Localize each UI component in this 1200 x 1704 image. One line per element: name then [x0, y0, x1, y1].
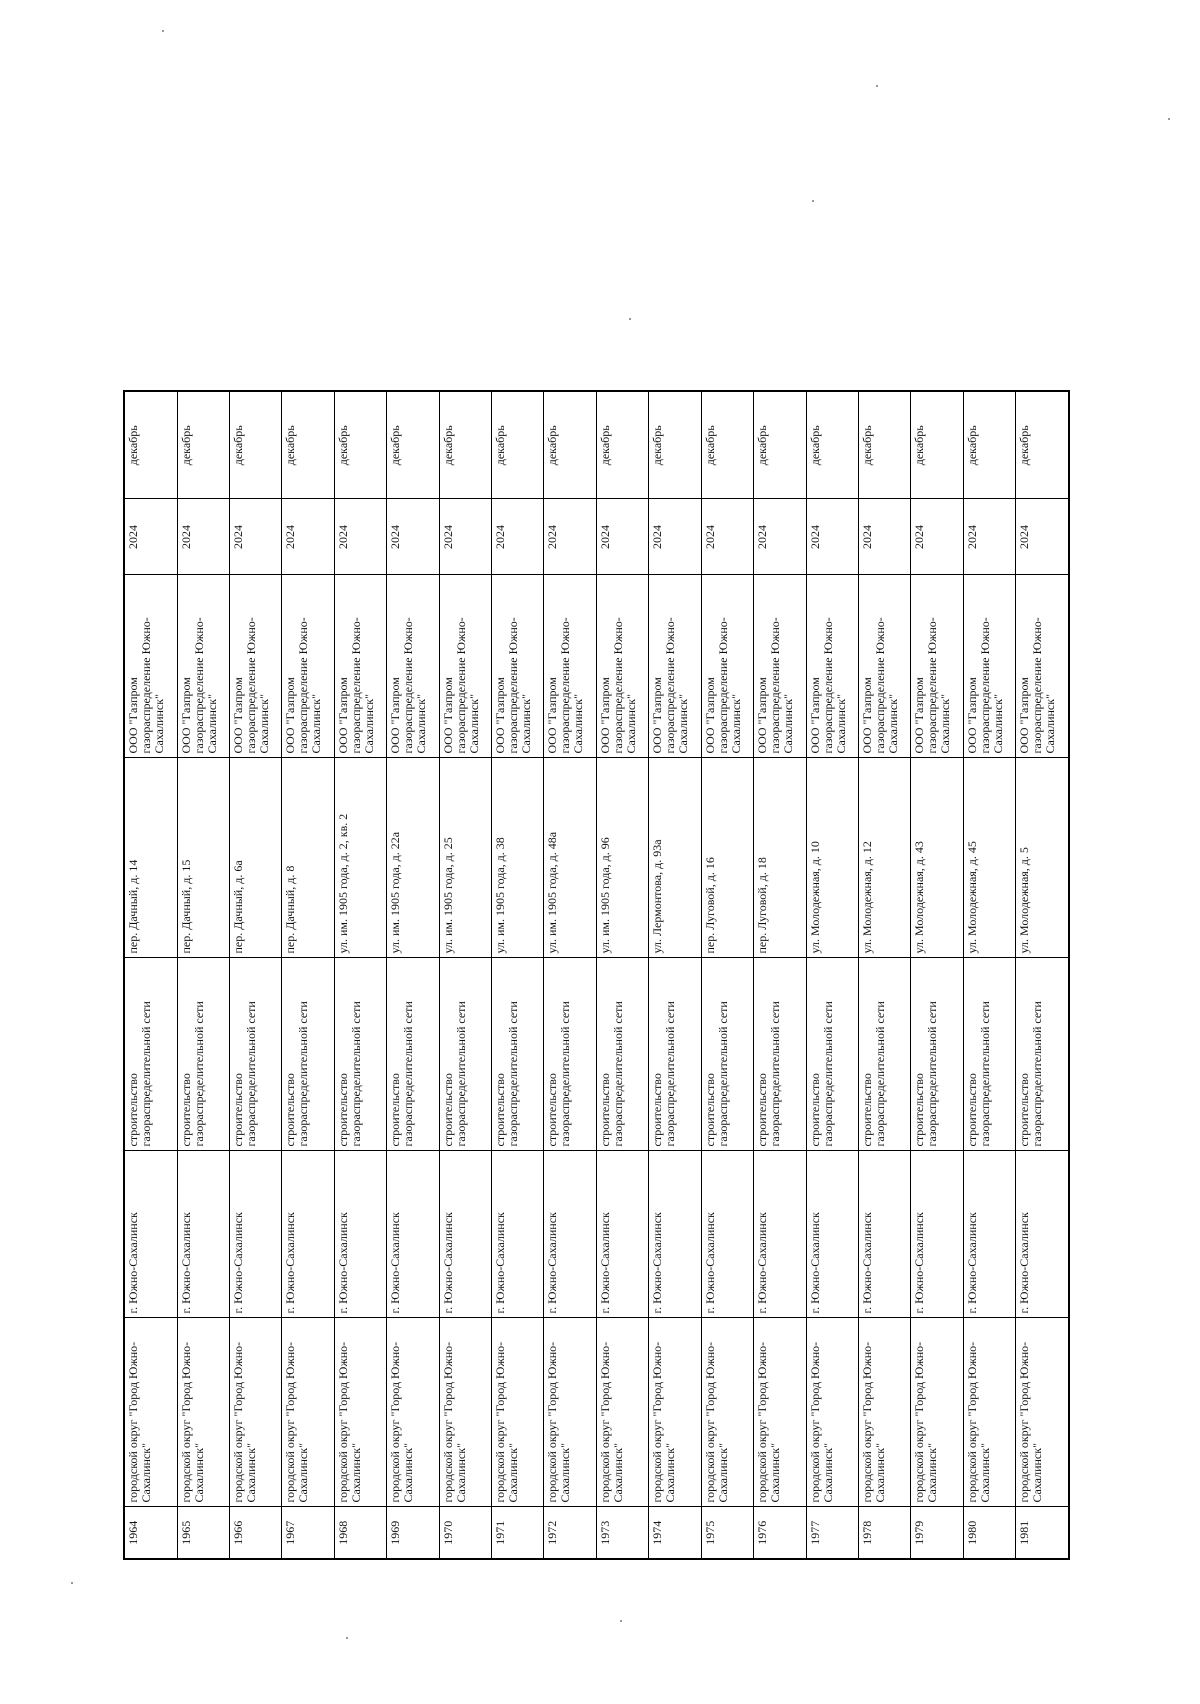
municipality-cell: городской округ "Город Южно-Сахалинск" — [439, 1318, 491, 1507]
year-cell: 2024 — [911, 499, 963, 575]
city-cell: г. Южно-Сахалинск — [649, 1151, 701, 1318]
row-number: 1967 — [282, 1507, 334, 1559]
address-cell: пер. Луговой, д. 18 — [754, 758, 806, 958]
organization-cell: ООО "Газпром газораспределение Южно-Сахалинск" — [229, 575, 281, 758]
year-cell: 2024 — [544, 499, 596, 575]
month-cell: декабрь — [492, 391, 544, 499]
city-cell: г. Южно-Сахалинск — [701, 1151, 753, 1318]
work-type-cell: строительство газораспределительной сети — [649, 958, 701, 1151]
work-type-cell: строительство газораспределительной сети — [754, 958, 806, 1151]
row-number: 1980 — [963, 1507, 1015, 1559]
municipality-cell: городской округ "Город Южно-Сахалинск" — [282, 1318, 334, 1507]
municipality-cell: городской округ "Город Южно-Сахалинск" — [492, 1318, 544, 1507]
municipality-cell: городской округ "Город Южно-Сахалинск" — [859, 1318, 911, 1507]
row-number: 1966 — [229, 1507, 281, 1559]
work-type-cell: строительство газораспределительной сети — [806, 958, 858, 1151]
address-cell: ул. им. 1905 года, д. 38 — [492, 758, 544, 958]
city-cell: г. Южно-Сахалинск — [754, 1151, 806, 1318]
work-type-cell: строительство газораспределительной сети — [439, 958, 491, 1151]
municipality-cell: городской округ "Город Южно-Сахалинск" — [1016, 1318, 1069, 1507]
month-cell: декабрь — [596, 391, 648, 499]
row-number: 1981 — [1016, 1507, 1069, 1559]
city-cell: г. Южно-Сахалинск — [492, 1151, 544, 1318]
organization-cell: ООО "Газпром газораспределение Южно-Сахалинск" — [596, 575, 648, 758]
row-number: 1973 — [596, 1507, 648, 1559]
municipality-cell: городской округ "Город Южно-Сахалинск" — [596, 1318, 648, 1507]
row-number: 1975 — [701, 1507, 753, 1559]
work-type-cell: строительство газораспределительной сети — [282, 958, 334, 1151]
address-cell: ул. Молодежная, д. 43 — [911, 758, 963, 958]
table-row — [439, 391, 491, 1559]
municipality-cell: городской округ "Город Южно-Сахалинск" — [229, 1318, 281, 1507]
scan-speck — [346, 1637, 348, 1639]
month-cell: декабрь — [124, 391, 177, 499]
address-cell: ул. Молодежная, д. 5 — [1016, 758, 1069, 958]
municipality-cell: городской округ "Город Южно-Сахалинск" — [334, 1318, 386, 1507]
city-cell: г. Южно-Сахалинск — [177, 1151, 229, 1318]
month-cell: декабрь — [439, 391, 491, 499]
work-type-cell: строительство газораспределительной сети — [911, 958, 963, 1151]
city-cell: г. Южно-Сахалинск — [1016, 1151, 1069, 1318]
row-number: 1976 — [754, 1507, 806, 1559]
city-cell: г. Южно-Сахалинск — [282, 1151, 334, 1318]
table-row — [754, 391, 806, 1559]
gas-network-registry-table — [123, 390, 1070, 1560]
month-cell: декабрь — [754, 391, 806, 499]
city-cell: г. Южно-Сахалинск — [544, 1151, 596, 1318]
scan-speck — [620, 1620, 622, 1622]
organization-cell: ООО "Газпром газораспределение Южно-Сахалинск" — [492, 575, 544, 758]
year-cell: 2024 — [701, 499, 753, 575]
month-cell: декабрь — [177, 391, 229, 499]
municipality-cell: городской округ "Город Южно-Сахалинск" — [387, 1318, 439, 1507]
month-cell: декабрь — [387, 391, 439, 499]
city-cell: г. Южно-Сахалинск — [859, 1151, 911, 1318]
scan-speck — [629, 318, 631, 320]
organization-cell: ООО "Газпром газораспределение Южно-Сахалинск" — [334, 575, 386, 758]
month-cell: декабрь — [701, 391, 753, 499]
year-cell: 2024 — [492, 499, 544, 575]
organization-cell: ООО "Газпром газораспределение Южно-Сахалинск" — [754, 575, 806, 758]
row-number: 1974 — [649, 1507, 701, 1559]
organization-cell: ООО "Газпром газораспределение Южно-Сахалинск" — [911, 575, 963, 758]
row-number: 1964 — [124, 1507, 177, 1559]
address-cell: пер. Дачный, д. 8 — [282, 758, 334, 958]
city-cell: г. Южно-Сахалинск — [963, 1151, 1015, 1318]
table-row — [963, 391, 1015, 1559]
year-cell: 2024 — [806, 499, 858, 575]
row-number: 1978 — [859, 1507, 911, 1559]
municipality-cell: городской округ "Город Южно-Сахалинск" — [963, 1318, 1015, 1507]
address-cell: ул. Молодежная, д. 12 — [859, 758, 911, 958]
work-type-cell: строительство газораспределительной сети — [963, 958, 1015, 1151]
table-row — [334, 391, 386, 1559]
work-type-cell: строительство газораспределительной сети — [177, 958, 229, 1151]
table-row — [387, 391, 439, 1559]
row-number: 1968 — [334, 1507, 386, 1559]
year-cell: 2024 — [177, 499, 229, 575]
municipality-cell: городской округ "Город Южно-Сахалинск" — [806, 1318, 858, 1507]
table-row — [177, 391, 229, 1559]
year-cell: 2024 — [439, 499, 491, 575]
work-type-cell: строительство газораспределительной сети — [492, 958, 544, 1151]
month-cell: декабрь — [649, 391, 701, 499]
year-cell: 2024 — [1016, 499, 1069, 575]
organization-cell: ООО "Газпром газораспределение Южно-Сахалинск" — [701, 575, 753, 758]
year-cell: 2024 — [754, 499, 806, 575]
city-cell: г. Южно-Сахалинск — [229, 1151, 281, 1318]
city-cell: г. Южно-Сахалинск — [596, 1151, 648, 1318]
year-cell: 2024 — [124, 499, 177, 575]
month-cell: декабрь — [544, 391, 596, 499]
address-cell: пер. Дачный, д. 15 — [177, 758, 229, 958]
work-type-cell: строительство газораспределительной сети — [701, 958, 753, 1151]
organization-cell: ООО "Газпром газораспределение Южно-Сахалинск" — [439, 575, 491, 758]
address-cell: ул. Лермонтова, д. 93а — [649, 758, 701, 958]
organization-cell: ООО "Газпром газораспределение Южно-Сахалинск" — [806, 575, 858, 758]
month-cell: декабрь — [334, 391, 386, 499]
month-cell: декабрь — [911, 391, 963, 499]
scan-speck — [1168, 118, 1170, 120]
month-cell: декабрь — [1016, 391, 1069, 499]
year-cell: 2024 — [387, 499, 439, 575]
address-cell: ул. им. 1905 года, д. 96 — [596, 758, 648, 958]
work-type-cell: строительство газораспределительной сети — [544, 958, 596, 1151]
city-cell: г. Южно-Сахалинск — [124, 1151, 177, 1318]
row-number: 1970 — [439, 1507, 491, 1559]
address-cell: ул. им. 1905 года, д. 48а — [544, 758, 596, 958]
work-type-cell: строительство газораспределительной сети — [334, 958, 386, 1151]
year-cell: 2024 — [649, 499, 701, 575]
scan-speck — [162, 30, 164, 32]
scan-speck — [71, 1582, 73, 1584]
work-type-cell: строительство газораспределительной сети — [1016, 958, 1069, 1151]
row-number: 1969 — [387, 1507, 439, 1559]
address-cell: пер. Дачный, д. 6а — [229, 758, 281, 958]
organization-cell: ООО "Газпром газораспределение Южно-Сахалинск" — [649, 575, 701, 758]
municipality-cell: городской округ "Город Южно-Сахалинск" — [754, 1318, 806, 1507]
scan-speck — [812, 200, 814, 202]
month-cell: декабрь — [806, 391, 858, 499]
address-cell: ул. им. 1905 года, д. 22а — [387, 758, 439, 958]
work-type-cell: строительство газораспределительной сети — [229, 958, 281, 1151]
year-cell: 2024 — [596, 499, 648, 575]
work-type-cell: строительство газораспределительной сети — [859, 958, 911, 1151]
address-cell: ул. Молодежная, д. 10 — [806, 758, 858, 958]
scan-speck — [876, 85, 878, 87]
row-number: 1971 — [492, 1507, 544, 1559]
municipality-cell: городской округ "Город Южно-Сахалинск" — [911, 1318, 963, 1507]
rotated-table-container — [123, 392, 1070, 1560]
table-body — [124, 391, 1069, 1559]
city-cell: г. Южно-Сахалинск — [911, 1151, 963, 1318]
address-cell: ул. Молодежная, д. 45 — [963, 758, 1015, 958]
table-row — [701, 391, 753, 1559]
municipality-cell: городской округ "Город Южно-Сахалинск" — [701, 1318, 753, 1507]
table-row — [492, 391, 544, 1559]
organization-cell: ООО "Газпром газораспределение Южно-Сахалинск" — [544, 575, 596, 758]
organization-cell: ООО "Газпром газораспределение Южно-Сахалинск" — [177, 575, 229, 758]
table-row — [859, 391, 911, 1559]
organization-cell: ООО "Газпром газораспределение Южно-Сахалинск" — [124, 575, 177, 758]
organization-cell: ООО "Газпром газораспределение Южно-Сахалинск" — [963, 575, 1015, 758]
table-row — [596, 391, 648, 1559]
table-row — [806, 391, 858, 1559]
address-cell: пер. Дачный, д. 14 — [124, 758, 177, 958]
organization-cell: ООО "Газпром газораспределение Южно-Сахалинск" — [387, 575, 439, 758]
month-cell: декабрь — [859, 391, 911, 499]
year-cell: 2024 — [334, 499, 386, 575]
organization-cell: ООО "Газпром газораспределение Южно-Сахалинск" — [859, 575, 911, 758]
row-number: 1977 — [806, 1507, 858, 1559]
organization-cell: ООО "Газпром газораспределение Южно-Сахалинск" — [282, 575, 334, 758]
municipality-cell: городской округ "Город Южно-Сахалинск" — [544, 1318, 596, 1507]
year-cell: 2024 — [229, 499, 281, 575]
table-row — [544, 391, 596, 1559]
table-row — [1016, 391, 1069, 1559]
year-cell: 2024 — [963, 499, 1015, 575]
municipality-cell: городской округ "Город Южно-Сахалинск" — [177, 1318, 229, 1507]
row-number: 1979 — [911, 1507, 963, 1559]
municipality-cell: городской округ "Город Южно-Сахалинск" — [124, 1318, 177, 1507]
city-cell: г. Южно-Сахалинск — [334, 1151, 386, 1318]
work-type-cell: строительство газораспределительной сети — [596, 958, 648, 1151]
work-type-cell: строительство газораспределительной сети — [387, 958, 439, 1151]
table-row — [911, 391, 963, 1559]
year-cell: 2024 — [859, 499, 911, 575]
table-row — [282, 391, 334, 1559]
table-row — [124, 391, 177, 1559]
address-cell: ул. им. 1905 года, д. 2, кв. 2 — [334, 758, 386, 958]
table-row — [649, 391, 701, 1559]
work-type-cell: строительство газораспределительной сети — [124, 958, 177, 1151]
table-row — [229, 391, 281, 1559]
row-number: 1965 — [177, 1507, 229, 1559]
address-cell: ул. им. 1905 года, д. 25 — [439, 758, 491, 958]
month-cell: декабрь — [282, 391, 334, 499]
city-cell: г. Южно-Сахалинск — [806, 1151, 858, 1318]
year-cell: 2024 — [282, 499, 334, 575]
organization-cell: ООО "Газпром газораспределение Южно-Сахалинск" — [1016, 575, 1069, 758]
address-cell: пер. Луговой, д. 16 — [701, 758, 753, 958]
month-cell: декабрь — [963, 391, 1015, 499]
municipality-cell: городской округ "Город Южно-Сахалинск" — [649, 1318, 701, 1507]
city-cell: г. Южно-Сахалинск — [387, 1151, 439, 1318]
month-cell: декабрь — [229, 391, 281, 499]
row-number: 1972 — [544, 1507, 596, 1559]
city-cell: г. Южно-Сахалинск — [439, 1151, 491, 1318]
